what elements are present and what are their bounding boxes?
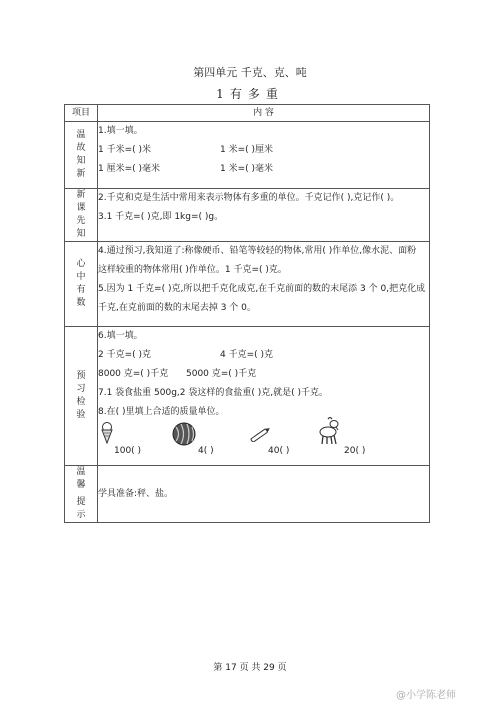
ice-cream-icon	[100, 422, 114, 452]
row-content-review	[98, 122, 430, 189]
goat-icon	[316, 416, 342, 454]
label-char: 故	[76, 143, 86, 153]
blank-item: 2 千克=( )克	[98, 350, 152, 360]
label-char: 心	[76, 259, 86, 269]
table-row-check	[65, 327, 430, 466]
study-table	[64, 104, 430, 523]
table-header-row	[65, 105, 430, 122]
label-char: 预	[76, 371, 86, 381]
question-line	[98, 141, 429, 160]
label-char: 温	[76, 467, 86, 477]
label-char: 课	[76, 203, 86, 213]
tip-text: 学具准备:秤、盐。	[98, 488, 174, 499]
label-char: 温	[76, 130, 86, 140]
row-label-mind	[65, 242, 98, 327]
label-char: 数	[76, 298, 86, 308]
label-char: 知	[76, 229, 86, 239]
table-row-review	[65, 122, 430, 189]
page-footer: 第 17 页 共 29 页	[213, 663, 287, 673]
question-text: 5.因为 1 千克=( )克,所以把千克化成克,在千克前面的数的末尾添 3 个 0,把克化成	[98, 284, 426, 294]
question-text: 2.千克和克是生活中常用来表示物体有多重的单位。千克记作( ),克记作( )。	[98, 193, 400, 203]
label-char: 中	[76, 272, 86, 282]
label-char: 检	[76, 397, 86, 407]
question-text: 千克,在克前面的数的末尾去掉 3 个 0。	[98, 303, 256, 313]
label-char: 示	[76, 510, 86, 520]
label-char: 有	[76, 285, 86, 295]
table-row-tip	[65, 466, 430, 523]
header-item: 项目	[65, 105, 98, 122]
label-char: 馨	[76, 480, 86, 490]
question-text: 1.填一填。	[98, 126, 143, 136]
lesson-title	[0, 85, 500, 102]
label-line	[65, 466, 97, 492]
watermelon-icon	[172, 422, 196, 454]
row-label-tip	[65, 466, 98, 523]
question-line	[98, 160, 429, 179]
picture-label: 20( )	[344, 446, 366, 456]
blank-item: 1 厘米=( )毫米	[98, 164, 161, 174]
row-content-mind	[98, 242, 430, 327]
picture-row	[98, 422, 429, 456]
label-line	[65, 496, 97, 522]
blank-item: 5000 克=( )千克	[186, 369, 257, 379]
question-text: 4.通过预习,我知道了:称像硬币、铅笔等较轻的物体,常用( )作单位,像水泥、面粉	[98, 246, 417, 256]
label-char: 验	[76, 410, 86, 420]
row-content-check	[98, 327, 430, 466]
label-char: 新	[76, 169, 86, 179]
blank-item: 4 千克=( )克	[220, 350, 274, 360]
label-char: 新	[76, 190, 86, 200]
blank-item: 1 米=( )毫米	[220, 164, 274, 174]
row-label-preview	[65, 189, 98, 242]
picture-label: 100( )	[114, 446, 142, 456]
question-text: 3.1 千克=( )克,即 1kg=( )g。	[98, 212, 224, 222]
blank-item: 8000 克=( )千克	[98, 369, 169, 379]
blank-item: 1 米=( )厘米	[220, 145, 274, 155]
question-line	[98, 365, 429, 384]
row-content-preview	[98, 189, 430, 242]
picture-label: 4( )	[198, 446, 214, 456]
table-row-preview	[65, 189, 430, 242]
header-content: 内 容	[98, 105, 430, 122]
picture-label: 40( )	[268, 446, 290, 456]
question-text: 6.填一填。	[98, 331, 143, 341]
label-char: 知	[76, 156, 86, 166]
row-content-tip	[98, 466, 430, 523]
question-text: 这样较重的物体常用( )作单位。1 千克=( )克。	[98, 265, 287, 275]
row-label-check	[65, 327, 98, 466]
label-char: 习	[76, 384, 86, 394]
label-char: 提	[76, 497, 86, 507]
lesson-name: 有多重	[229, 87, 284, 101]
question-line	[98, 346, 429, 365]
table-row-mind	[65, 242, 430, 327]
question-text: 7.1 袋食盐重 500g,2 袋这样的食盐重( )克,就是( )千克。	[98, 388, 329, 398]
blank-item: 1 千米=( )米	[98, 145, 152, 155]
watermark: @小学陈老师	[396, 690, 456, 701]
label-char: 先	[76, 216, 86, 226]
unit-title: 第四单元 千克、克、吨	[193, 66, 307, 79]
lesson-number: 1	[216, 87, 224, 101]
question-text: 8.在( )里填上合适的质量单位。	[98, 407, 225, 417]
row-label-review	[65, 122, 98, 189]
